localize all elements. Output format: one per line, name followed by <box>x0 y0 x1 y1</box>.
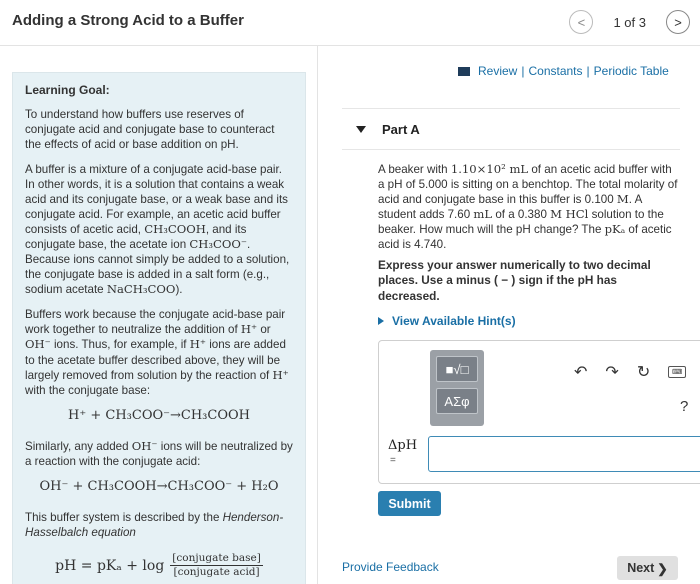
next-button[interactable] <box>617 556 678 580</box>
separator: | <box>586 64 590 78</box>
greek-symbols-button[interactable]: ΑΣφ <box>436 388 478 414</box>
formula-acetic-acid: CH₃COOH <box>144 222 206 237</box>
formula-h-plus: H⁺ <box>189 337 206 352</box>
answer-instruction: Express your answer numerically to two decimal places. Use a minus ( − ) sign if the pH has decreased. <box>378 258 651 303</box>
help-icon[interactable]: ? <box>680 398 689 415</box>
prev-page-button[interactable] <box>569 10 593 34</box>
text: Buffers work because the conjugate acid-base pair work together to neutralize the addition of <box>25 308 286 337</box>
text: . A student adds 7.60 <box>378 193 642 222</box>
next-label: Next <box>627 561 655 575</box>
separator: | <box>521 64 525 78</box>
caret-down-icon <box>356 126 366 133</box>
equation-base-neutralization: OH⁻ + CH₃COOH→CH₃COO⁻ + H₂O <box>39 478 279 494</box>
math-toolbar <box>430 350 484 426</box>
hints-label: View Available Hint(s) <box>392 314 516 328</box>
provide-feedback-link[interactable]: Provide Feedback <box>342 560 439 574</box>
resource-links <box>458 64 669 78</box>
text: ions. Thus, for example, if <box>50 338 190 352</box>
keyboard-icon[interactable]: ⌨ <box>668 366 686 378</box>
chevron-right-icon: > <box>674 14 682 30</box>
henderson-hasselbalch-equation <box>25 552 293 580</box>
goal-intro: To understand how buffers use reserves of conjugate acid and conjugate base to counteract the effects of acid or base addition on pH. <box>25 107 275 151</box>
goal-paragraph-neutralize <box>25 307 293 397</box>
delta-ph-label: ΔpH <box>388 438 418 453</box>
redo-icon[interactable]: ↷ <box>605 364 619 381</box>
formula-hcl: M HCl <box>550 207 589 222</box>
text: or <box>257 323 271 337</box>
chevron-left-icon: < <box>577 14 586 30</box>
hh-denominator: [conjugate acid] <box>173 566 260 579</box>
formula-sodium-acetate: NaCH₃COO <box>106 282 176 297</box>
page-title: Adding a Strong Acid to a Buffer <box>12 12 244 29</box>
header-bar <box>0 0 700 46</box>
formula-h-plus: H⁺ <box>272 367 289 382</box>
equation-acid-neutralization: H⁺ + CH₃COO⁻→CH₃COOH <box>68 407 250 423</box>
formula-oh-minus: OH⁻ <box>131 438 158 453</box>
view-hints-link[interactable] <box>378 314 516 328</box>
pager <box>569 10 690 34</box>
formula-acetate: CH₃COO⁻ <box>189 237 248 252</box>
goal-paragraph-base <box>25 439 293 469</box>
question-text <box>378 162 678 252</box>
text: A beaker with <box>378 163 451 176</box>
goal-paragraph-hh <box>25 510 293 540</box>
formula-h-plus: H⁺ <box>240 322 258 337</box>
book-icon <box>458 67 470 76</box>
column-divider <box>317 46 318 584</box>
goal-paragraph-buffer <box>25 162 293 298</box>
text: of a 0.380 <box>492 208 551 222</box>
text: of acetic acid is 4.740. <box>378 223 672 252</box>
pka-symbol: pKₐ <box>604 222 626 237</box>
text: A buffer is a mixture of a conjugate acid-base pair. In other words, it is a solution that contains a weak acid and its conjugate base, or a weak base and its conjugate acid. For example, an acetic acid buffer consists of acetic acid, <box>25 162 288 237</box>
caret-right-icon <box>378 317 384 325</box>
learning-goal-title: Learning Goal: <box>25 83 110 97</box>
chevron-right-icon: ❯ <box>657 561 668 576</box>
undo-icon[interactable]: ↶ <box>574 364 588 381</box>
equals-sign: = <box>390 455 396 466</box>
periodic-table-link[interactable]: Periodic Table <box>593 64 669 78</box>
hh-fraction <box>170 552 263 580</box>
hh-lhs: pH = pKₐ + log <box>55 557 165 574</box>
hh-numerator: [conjugate base] <box>170 552 263 567</box>
text: . Because ions cannot simply be added to a solution, the conjugate base is added in a salt form (e.g., sodium acetate <box>25 238 290 297</box>
text: solution to the beaker. How much will the pH change? The <box>378 208 664 237</box>
text: ions are added to the acetate buffer described above, they will be largely removed from solution by the reaction of <box>25 338 286 382</box>
review-link[interactable]: Review <box>478 64 518 78</box>
part-label: Part A <box>382 121 420 137</box>
page-count: 1 of 3 <box>613 14 646 30</box>
text: of an acetic acid buffer with a pH of 5.000 is sitting on a benchtop. The total molarity of acid and conjugate base in this buffer is 0.100 <box>378 163 678 207</box>
formula-oh-minus: OH⁻ <box>25 337 51 352</box>
reset-icon[interactable]: ↻ <box>636 364 651 381</box>
part-a-header[interactable] <box>342 108 680 150</box>
volume-value: 1.10×10² mL <box>450 162 529 176</box>
templates-button[interactable]: ■√□ <box>436 356 478 382</box>
hh-term: Henderson-Hasselbalch equation <box>25 510 284 539</box>
learning-goal-panel <box>12 72 306 584</box>
text: ions will be neutralized by a reaction with the conjugate acid: <box>25 439 293 468</box>
text: This buffer system is described by the <box>25 510 223 524</box>
next-page-button[interactable] <box>666 10 690 34</box>
unit-molarity: M <box>616 192 629 207</box>
text: Similarly, any added <box>25 439 132 453</box>
constants-link[interactable]: Constants <box>528 64 583 78</box>
text: ). <box>175 283 183 297</box>
delta-ph-input[interactable] <box>428 436 700 472</box>
unit-ml: mL <box>473 207 493 222</box>
text: , and its conjugate base, the acetate ion <box>25 223 247 252</box>
editor-actions <box>574 362 686 382</box>
submit-button[interactable]: Submit <box>378 491 441 516</box>
text: with the conjugate base: <box>25 383 151 397</box>
